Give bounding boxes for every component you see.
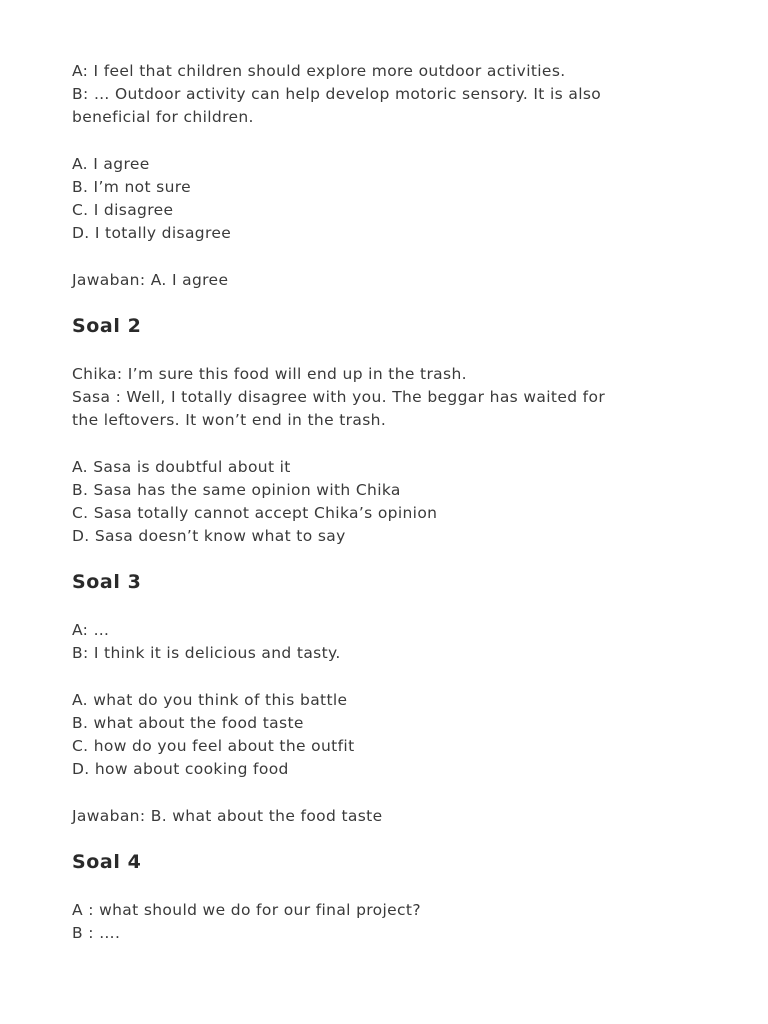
option-item: A. what do you think of this battle <box>72 691 348 709</box>
option-item: C. I disagree <box>72 201 174 219</box>
soal-3-dialog <box>72 619 712 665</box>
dialog-line: B : …. <box>72 924 121 942</box>
option-item: B. what about the food taste <box>72 714 304 732</box>
dialog-line: the leftovers. It won’t end in the trash. <box>72 411 387 429</box>
soal-1-answer: Jawaban: A. I agree <box>72 271 229 289</box>
option-item: D. how about cooking food <box>72 760 289 778</box>
soal-3-title: Soal 3 <box>72 571 142 593</box>
dialog-line: B: I think it is delicious and tasty. <box>72 644 341 662</box>
soal-2-title: Soal 2 <box>72 315 142 337</box>
soal-4-dialog <box>72 899 712 945</box>
option-item: D. Sasa doesn’t know what to say <box>72 527 346 545</box>
soal-4-title: Soal 4 <box>72 851 142 873</box>
soal-1-options <box>72 153 712 245</box>
dialog-line: A: … <box>72 621 110 639</box>
option-item: D. I totally disagree <box>72 224 232 242</box>
dialog-line: B: … Outdoor activity can help develop motoric sensory. It is also <box>72 85 602 103</box>
soal-3-options <box>72 689 712 781</box>
dialog-line: A: I feel that children should explore more outdoor activities. <box>72 62 566 80</box>
option-item: B. Sasa has the same opinion with Chika <box>72 481 401 499</box>
soal-1-dialog <box>72 60 712 129</box>
soal-2-dialog <box>72 363 712 432</box>
option-item: B. I’m not sure <box>72 178 192 196</box>
dialog-line: Chika: I’m sure this food will end up in the trash. <box>72 365 467 383</box>
option-item: A. Sasa is doubtful about it <box>72 458 291 476</box>
option-item: C. Sasa totally cannot accept Chika’s opinion <box>72 504 438 522</box>
soal-3-answer: Jawaban: B. what about the food taste <box>72 807 383 825</box>
document-page <box>72 60 712 945</box>
dialog-line: beneficial for children. <box>72 108 254 126</box>
option-item: C. how do you feel about the outfit <box>72 737 355 755</box>
option-item: A. I agree <box>72 155 150 173</box>
soal-2-options <box>72 456 712 548</box>
dialog-line: Sasa : Well, I totally disagree with you. The beggar has waited for <box>72 388 606 406</box>
dialog-line: A : what should we do for our final project? <box>72 901 421 919</box>
